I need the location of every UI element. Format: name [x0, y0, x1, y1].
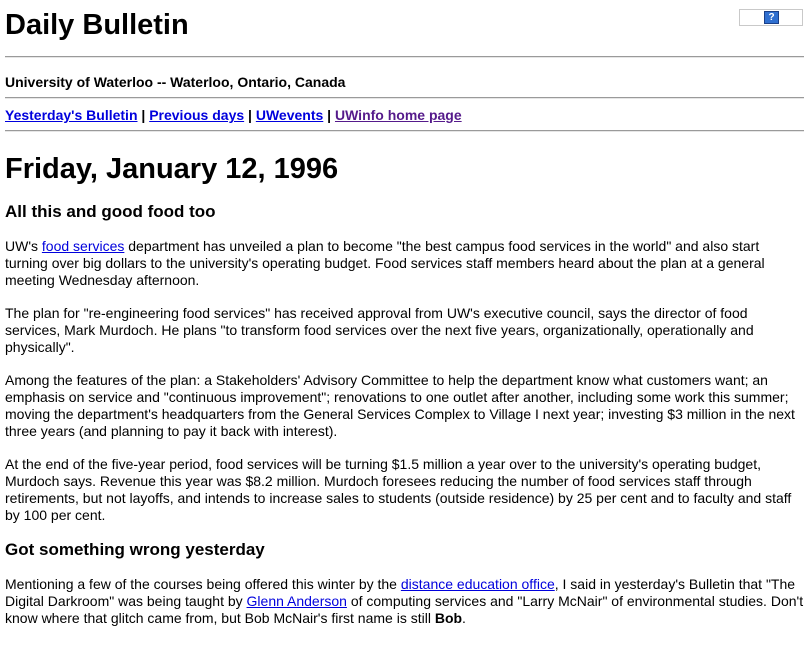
- nav-link-uwevents[interactable]: UWevents: [255, 107, 324, 123]
- article-paragraph: Among the features of the plan: a Stakeholders' Advisory Committee to help the department know what customers want; an emphasis on service and "continuous improvement"; renovations to one outlet after another, including some work this summer; moving the department's headquarters from the General Services Complex to Village I next year; investing $3 million in the next three years (and planning to pay it back with interest).: [5, 372, 795, 439]
- glenn-anderson-link[interactable]: Glenn Anderson: [246, 593, 347, 609]
- nav-separator: |: [141, 107, 146, 123]
- nav-separator: |: [248, 107, 252, 123]
- help-button[interactable]: [739, 9, 803, 26]
- article-heading: All this and good food too: [5, 202, 216, 221]
- food-services-link[interactable]: food services: [41, 238, 125, 254]
- article-paragraph: At the end of the five-year period, food services will be turning $1.5 million a year over to the university's operating budget, Murdoch says. Revenue this year was $8.2 million. Murdoch foresees reducing the number of food services staff through retirements, but not layoffs, and intends to increase sales to students (outside residence) by 25 per cent and to faculty and staff by 100 per cent.: [5, 456, 792, 523]
- question-mark-icon[interactable]: ?: [764, 11, 779, 24]
- masthead: [5, 0, 804, 56]
- divider: [5, 130, 804, 132]
- article-heading: Got something wrong yesterday: [5, 540, 265, 559]
- bulletin-date: Friday, January 12, 1996: [5, 153, 339, 185]
- article-paragraph: Mentioning a few of the courses being offered this winter by the distance education office, I said in yesterday's Bulletin that "The Digital Darkroom" was being taught by Glenn Anderson of computing services and "Larry McNair" of environmental studies. Don't know where that glitch came from, but Bob McNair's first name is still Bob.: [5, 576, 804, 626]
- nav-bar: [5, 99, 804, 130]
- nav-link-yesterdays-bulletin[interactable]: Yesterday's Bulletin: [5, 107, 138, 123]
- article-paragraph: The plan for "re-engineering food services" has received approval from UW's executive council, says the director of food services, Mark Murdoch. He plans "to transform food services over the next five years, organizationally, operationally and physically".: [5, 305, 754, 355]
- nav-link-previous-days[interactable]: Previous days: [149, 107, 245, 123]
- bulletin-page: [5, 0, 804, 643]
- nav-link-uwinfo-home[interactable]: UWinfo home page: [334, 107, 462, 123]
- nav-separator: |: [327, 107, 332, 123]
- article-paragraph: UW's food services department has unveiled a plan to become "the best campus food services in the world" and also start turning over big dollars to the university's operating budget. Food services staff members heard about the plan at a general meeting Wednesday afternoon.: [5, 238, 765, 288]
- distance-education-link[interactable]: distance education office: [400, 576, 555, 592]
- site-subtitle: University of Waterloo -- Waterloo, Ontario, Canada: [5, 74, 346, 90]
- bold-name: Bob: [434, 610, 463, 626]
- site-title: Daily Bulletin: [5, 9, 189, 41]
